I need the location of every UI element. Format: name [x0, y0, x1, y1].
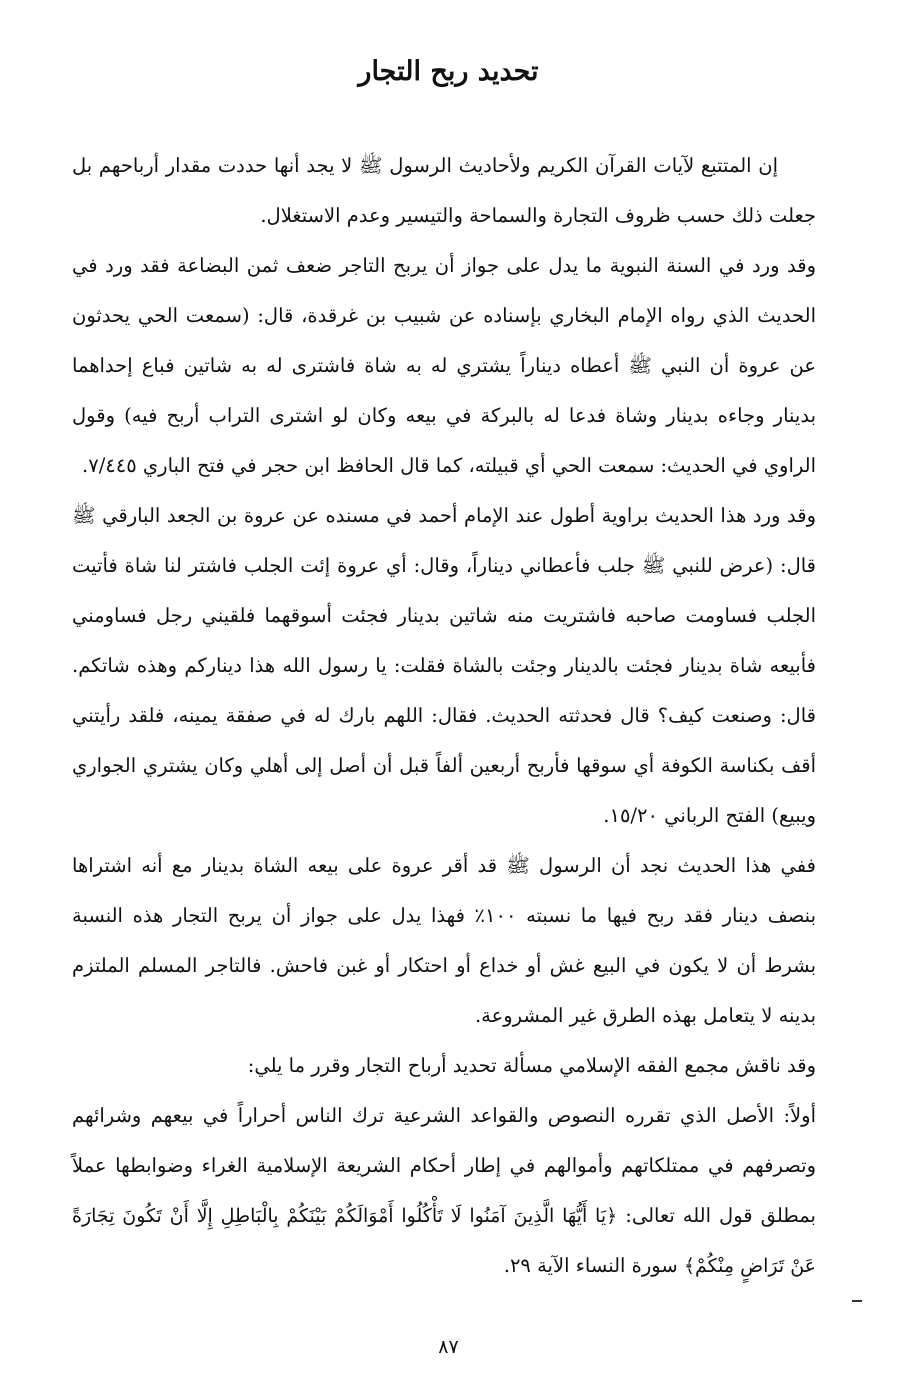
paragraph-ahmad-hadith: وقد ورد هذا الحديث براوية أطول عند الإمام أحمد في مسنده عن عروة بن الجعد البارقي ﷺ قال: (عرض للنبي ﷺ جلب فأعطاني ديناراً، وقال: أي عروة إئت الجلب فاشتر لنا شاة فأتيت الجلب فساومت صاحبه فاشتريت منه شاتين بدينار فجئت أسوقهما فلقيني رجل فساومني فأبيعه شاة بدينار فجئت بالدينار وجئت بالشاة فقلت: يا رسول الله هذا ديناركم وهذه شاتكم. قال: وصنعت كيف؟ قال فحدثته الحديث. فقال: اللهم بارك له في صفقة يمينه، فلقد رأيتني أقف بكناسة الكوفة أي سوقها فأربح أربعين ألفاً قبل أن أصل إلى أهلي وكان يشتري الجواري ويبيع) الفتح الرباني ١٥/٢٠. [72, 504, 816, 827]
paragraph-fiqh-academy: وقد ناقش مجمع الفقه الإسلامي مسألة تحديد أرباح التجار وقرر ما يلي: [247, 1054, 816, 1077]
quran-verse: ﴿يَا أَيُّهَا الَّذِينَ آمَنُوا لَا تَأْكُلُوا أَمْوَالَكُمْ بَيْنَكُمْ بِالْبَاطِلِ إِلَّا أَنْ تَكُونَ تِجَارَةً عَنْ تَرَاضٍ مِنْكُمْ﴾ [72, 1205, 816, 1277]
section-title: تحديد ربح التجار [358, 56, 539, 87]
paragraph-bukhari-hadith: وقد ورد في السنة النبوية ما يدل على جواز أن يربح التاجر ضعف ثمن البضاعة فقد ورد في الحديث الذي رواه الإمام البخاري بإسناده عن شبيب بن غرقدة، قال: (سمعت الحي يحدثون عن عروة أن النبي ﷺ أعطاه ديناراً يشتري له به شاة فاشترى له به شاتين فباع إحداهما بدينار وجاءه بدينار وشاة فدعا له بالبركة في بيعه وكان لو اشترى التراب أربح فيه) وقول الراوي في الحديث: سمعت الحي أي قبيلته، كما قال الحافظ ابن حجر في فتح الباري ٧/٤٤٥. [72, 254, 816, 477]
body-text [72, 141, 816, 1291]
paragraph-intro: إن المتتبع لآيات القرآن الكريم ولأحاديث الرسول ﷺ لا يجد أنها حددت مقدار أرباحهم بل جعلت ذلك حسب ظروف التجارة والسماحة والتيسير وعدم الاستغلال. [72, 154, 816, 227]
verse-reference: سورة النساء الآية ٢٩. [503, 1254, 684, 1277]
margin-mark [852, 1300, 862, 1302]
page-number: ٨٧ [438, 1336, 459, 1358]
resolution-text: أولاً: الأصل الذي تقرره النصوص والقواعد الشرعية ترك الناس أحراراً في بيعهم وشرائهم وتصرفهم في ممتلكاتهم وأموالهم في إطار أحكام الشريعة الإسلامية الغراء وضوابطها عملاً بمطلق قول الله تعالى: [72, 1104, 816, 1227]
paragraph-commentary: ففي هذا الحديث نجد أن الرسول ﷺ قد أقر عروة على بيعه الشاة بدينار مع أنه اشتراها بنصف دينار فقد ربح فيها ما نسبته ١٠٠٪ فهذا يدل على جواز أن يربح التجار هذه النسبة بشرط أن لا يكون في البيع غش أو خداع أو احتكار أو غبن فاحش. فالتاجر المسلم الملتزم بدينه لا يتعامل بهذه الطرق غير المشروعة. [72, 854, 816, 1027]
paragraph-resolution-first [72, 1091, 816, 1291]
